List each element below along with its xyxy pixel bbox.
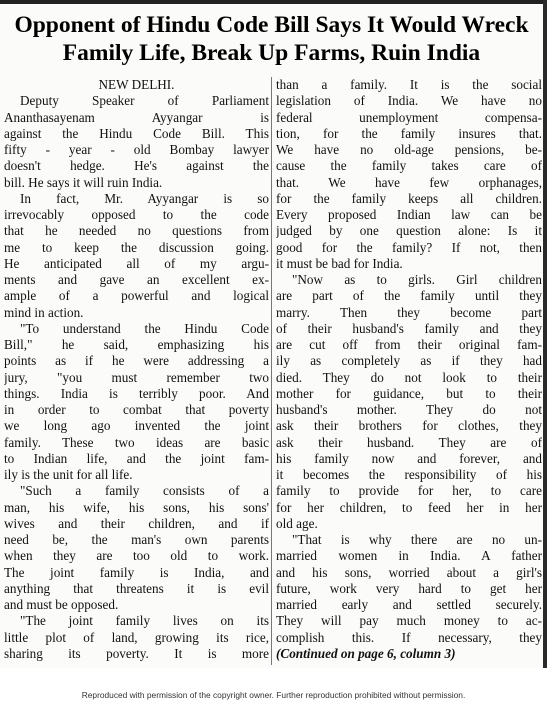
article-body [0, 77, 543, 665]
left-column-line: Bill," he said, emphasizing his [4, 337, 269, 352]
right-column-line: it must be bad for India. [276, 255, 403, 271]
left-column-line: sharing its poverty. It is more [4, 645, 269, 661]
right-column-line: mother for guidance, but to their [276, 385, 542, 401]
newspaper-clipping [0, 5, 543, 668]
left-column-line: irrevocably opposed to the code [4, 207, 269, 222]
right-column [276, 77, 542, 665]
right-column-line: and his sons, worried about a girl's [276, 564, 542, 580]
column-divider [271, 77, 272, 665]
top-border-rule [0, 0, 547, 4]
left-column-line: wives and their children, and if [4, 515, 269, 531]
left-column-line: we long ago invented the joint [4, 418, 269, 434]
left-column-line: bill. He says it will ruin India. [4, 174, 163, 190]
dateline: NEW DELHI. [98, 77, 175, 92]
left-column-line: He anticipated all of my argu- [4, 255, 269, 271]
right-column-line: than a family. It is the social [276, 77, 542, 92]
left-column-line: to Indian life, and the joint fam- [4, 450, 269, 466]
right-column-line: cause the family takes care of [276, 158, 542, 174]
right-column-line: marry. Then they become part [276, 304, 542, 320]
left-column-line: In fact, Mr. Ayyangar is so [20, 190, 269, 206]
right-column-line: complish this. If necessary, they [276, 629, 542, 645]
right-column-line: "Now as to girls. Girl children [292, 272, 542, 287]
right-column-line: are cut off from their original fam- [276, 337, 542, 352]
right-column-line: married women in India. A father [276, 548, 542, 564]
headline-line-2: Family Life, Break Up Farms, Ruin India [62, 40, 481, 66]
left-column-line: "Such a family consists of a [20, 483, 269, 499]
right-column-line: We have no old-age pensions, be- [276, 142, 542, 157]
right-column-line: They will pay much money to ac- [276, 613, 542, 629]
left-column-line: and must be opposed. [4, 597, 119, 612]
left-column-line: anything that threatens it is evil [4, 580, 269, 596]
left-column-line: need be, the man's own parents [4, 532, 269, 547]
right-column-line: federal unemployment compensa- [276, 109, 542, 125]
headline-line-1: Opponent of Hindu Code Bill Says It Would Wreck [14, 12, 529, 38]
right-column-line: judged by one question alone: Is it [276, 223, 542, 239]
right-column-line: for the family keeps all children. [276, 190, 542, 206]
right-column-line: died. They do not look to their [276, 369, 542, 385]
right-column-line: his family now and forever, and [276, 450, 542, 466]
copyright-notice: Reproduced with permission of the copyright owner. Further reproduction prohibited without permission. [81, 690, 466, 700]
right-column-line: Every proposed Indian law can be [276, 207, 542, 222]
right-column-line: that. We have few orphanages, [276, 174, 542, 190]
right-column-line: husband's mother. They do not [276, 402, 542, 417]
right-column-line: legislation of India. We have no [276, 93, 542, 109]
right-column-line: tion, for the family insures that. [276, 125, 542, 141]
left-column-line: "To understand the Hindu Code [20, 320, 269, 336]
continuation-note: (Continued on page 6, column 3) [276, 645, 456, 661]
article-headline [0, 5, 543, 67]
right-column-line: are part of the family until they [276, 288, 542, 304]
left-column-line: family. These two ideas are basic [4, 434, 269, 450]
right-column-line: married early and settled securely. [276, 597, 542, 612]
right-column-line: family to provide for her, to care [276, 483, 542, 499]
left-column-line: points as if he were addressing a [4, 353, 269, 369]
left-column-line: The joint family is India, and [4, 564, 269, 580]
left-column-line: that he needed no questions from [4, 223, 269, 239]
right-column-line: ask their husband. They are of [276, 434, 542, 450]
left-column-line: "The joint family lives on its [20, 613, 269, 629]
left-column-line: in order to combat that poverty [4, 402, 269, 417]
left-column-line: jury, "you must remember two [4, 369, 269, 385]
right-column-line: of their husband's family and they [276, 320, 542, 336]
left-column-line: fifty - year - old Bombay lawyer [4, 142, 269, 157]
left-column [4, 77, 269, 665]
left-column-line: against the Hindu Code Bill. This [4, 125, 269, 141]
left-column-line: Ananthasayenam Ayyangar is [4, 109, 269, 125]
right-column-line: good for the family? If not, then [276, 239, 542, 255]
left-column-line: things. India is terribly poor. And [4, 385, 269, 401]
left-column-line: me to keep the discussion going. [4, 239, 269, 255]
left-column-line: ments and gave an excellent ex- [4, 272, 269, 287]
right-column-line: it becomes the responsibility of his [276, 467, 542, 482]
left-column-line: doesn't hedge. He's against the [4, 158, 269, 174]
right-border-rule [543, 0, 547, 668]
left-column-line: when they are too old to work. [4, 548, 269, 564]
right-column-line: ily as completely as if they had [276, 353, 542, 369]
right-column-line: future, work very hard to get her [276, 580, 542, 596]
left-column-line: ample of a powerful and logical [4, 288, 269, 304]
right-column-line: for her children, to feed her in her [276, 499, 542, 515]
left-column-line: man, his wife, his sons, his sons' [4, 499, 269, 515]
right-column-line: ask their brothers for clothes, they [276, 418, 542, 434]
left-column-line: little plot of land, growing its rice, [4, 629, 269, 645]
left-column-line: Deputy Speaker of Parliament [20, 93, 269, 109]
right-column-line: "That is why there are no un- [292, 532, 542, 547]
left-column-line: mind in action. [4, 304, 84, 320]
left-column-line: ily is the unit for all life. [4, 467, 133, 482]
right-column-line: old age. [276, 515, 318, 531]
